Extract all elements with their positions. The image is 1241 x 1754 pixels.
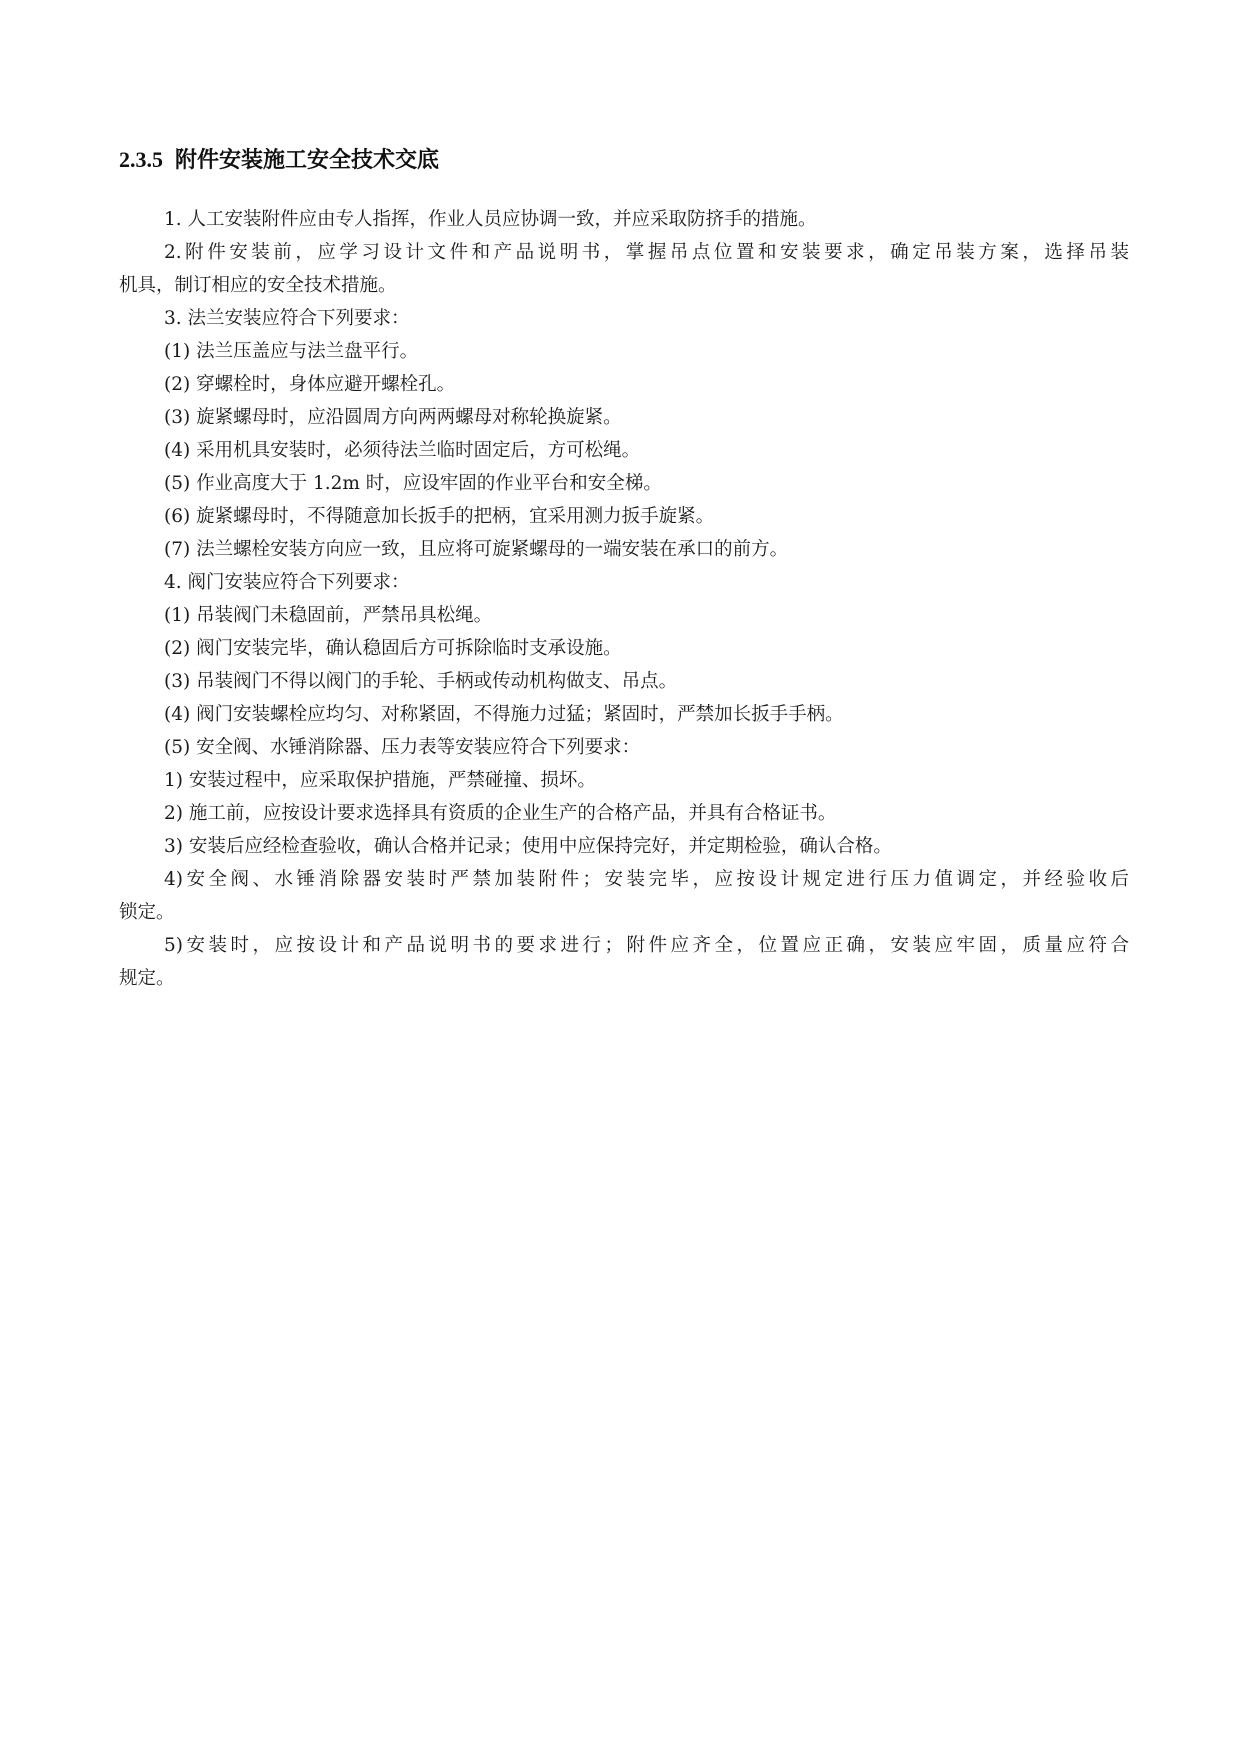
sub-list-item: 1) 安装过程中，应采取保护措施，严禁碰撞、损坏。 (164, 770, 596, 791)
section-number: 2.3.5 (119, 147, 163, 172)
sub-list-item: 3) 安装后应经检查验收，确认合格并记录；使用中应保持完好，并定期检验，确认合格。 (164, 836, 892, 857)
document-body (119, 203, 1129, 995)
paragraph-line: 3. 法兰安装应符合下列要求： (164, 308, 410, 329)
list-item: (2) 阀门安装完毕，确认稳固后方可拆除临时支承设施。 (164, 638, 622, 659)
sub-list-item: 4)安全阀、水锤消除器安装时严禁加装附件；安装完毕，应按设计规定进行压力值调定，并经验收后 (164, 869, 1129, 890)
paragraph-line: 2.附件安装前，应学习设计文件和产品说明书，掌握吊点位置和安装要求，确定吊装方案，选择吊装 (164, 242, 1129, 263)
list-item: (6) 旋紧螺母时，不得随意加长扳手的把柄，宜采用测力扳手旋紧。 (164, 506, 715, 527)
paragraph-line: 4. 阀门安装应符合下列要求： (164, 572, 410, 593)
list-item: (1) 法兰压盖应与法兰盘平行。 (164, 341, 419, 362)
list-item: (1) 吊装阀门未稳固前，严禁吊具松绳。 (164, 605, 493, 626)
sub-list-item: 5)安装时，应按设计和产品说明书的要求进行；附件应齐全，位置应正确，安装应牢固，质量应符合 (164, 935, 1129, 956)
list-item: (2) 穿螺栓时，身体应避开螺栓孔。 (164, 374, 456, 395)
list-item: (3) 吊装阀门不得以阀门的手轮、手柄或传动机构做支、吊点。 (164, 671, 678, 692)
paragraph-line: 机具，制订相应的安全技术措施。 (119, 275, 397, 296)
list-item: (5) 安全阀、水锤消除器、压力表等安装应符合下列要求： (164, 737, 641, 758)
list-item: (3) 旋紧螺母时，应沿圆周方向两两螺母对称轮换旋紧。 (164, 407, 622, 428)
section-title: 附件安装施工安全技术交底 (175, 148, 440, 173)
list-item: (7) 法兰螺栓安装方向应一致，且应将可旋紧螺母的一端安装在承口的前方。 (164, 539, 789, 560)
section-heading (119, 145, 439, 176)
paragraph-line: 1. 人工安装附件应由专人指挥，作业人员应协调一致，并应采取防挤手的措施。 (164, 209, 817, 230)
paragraph-line: 锁定。 (119, 902, 175, 923)
sub-list-item: 2) 施工前，应按设计要求选择具有资质的企业生产的合格产品，并具有合格证书。 (164, 803, 837, 824)
list-item: (5) 作业高度大于 1.2m 时，应设牢固的作业平台和安全梯。 (164, 473, 662, 494)
list-item: (4) 采用机具安装时，必须待法兰临时固定后，方可松绳。 (164, 440, 641, 461)
list-item: (4) 阀门安装螺栓应均匀、对称紧固，不得施力过猛；紧固时，严禁加长扳手手柄。 (164, 704, 844, 725)
paragraph-line: 规定。 (119, 968, 175, 989)
